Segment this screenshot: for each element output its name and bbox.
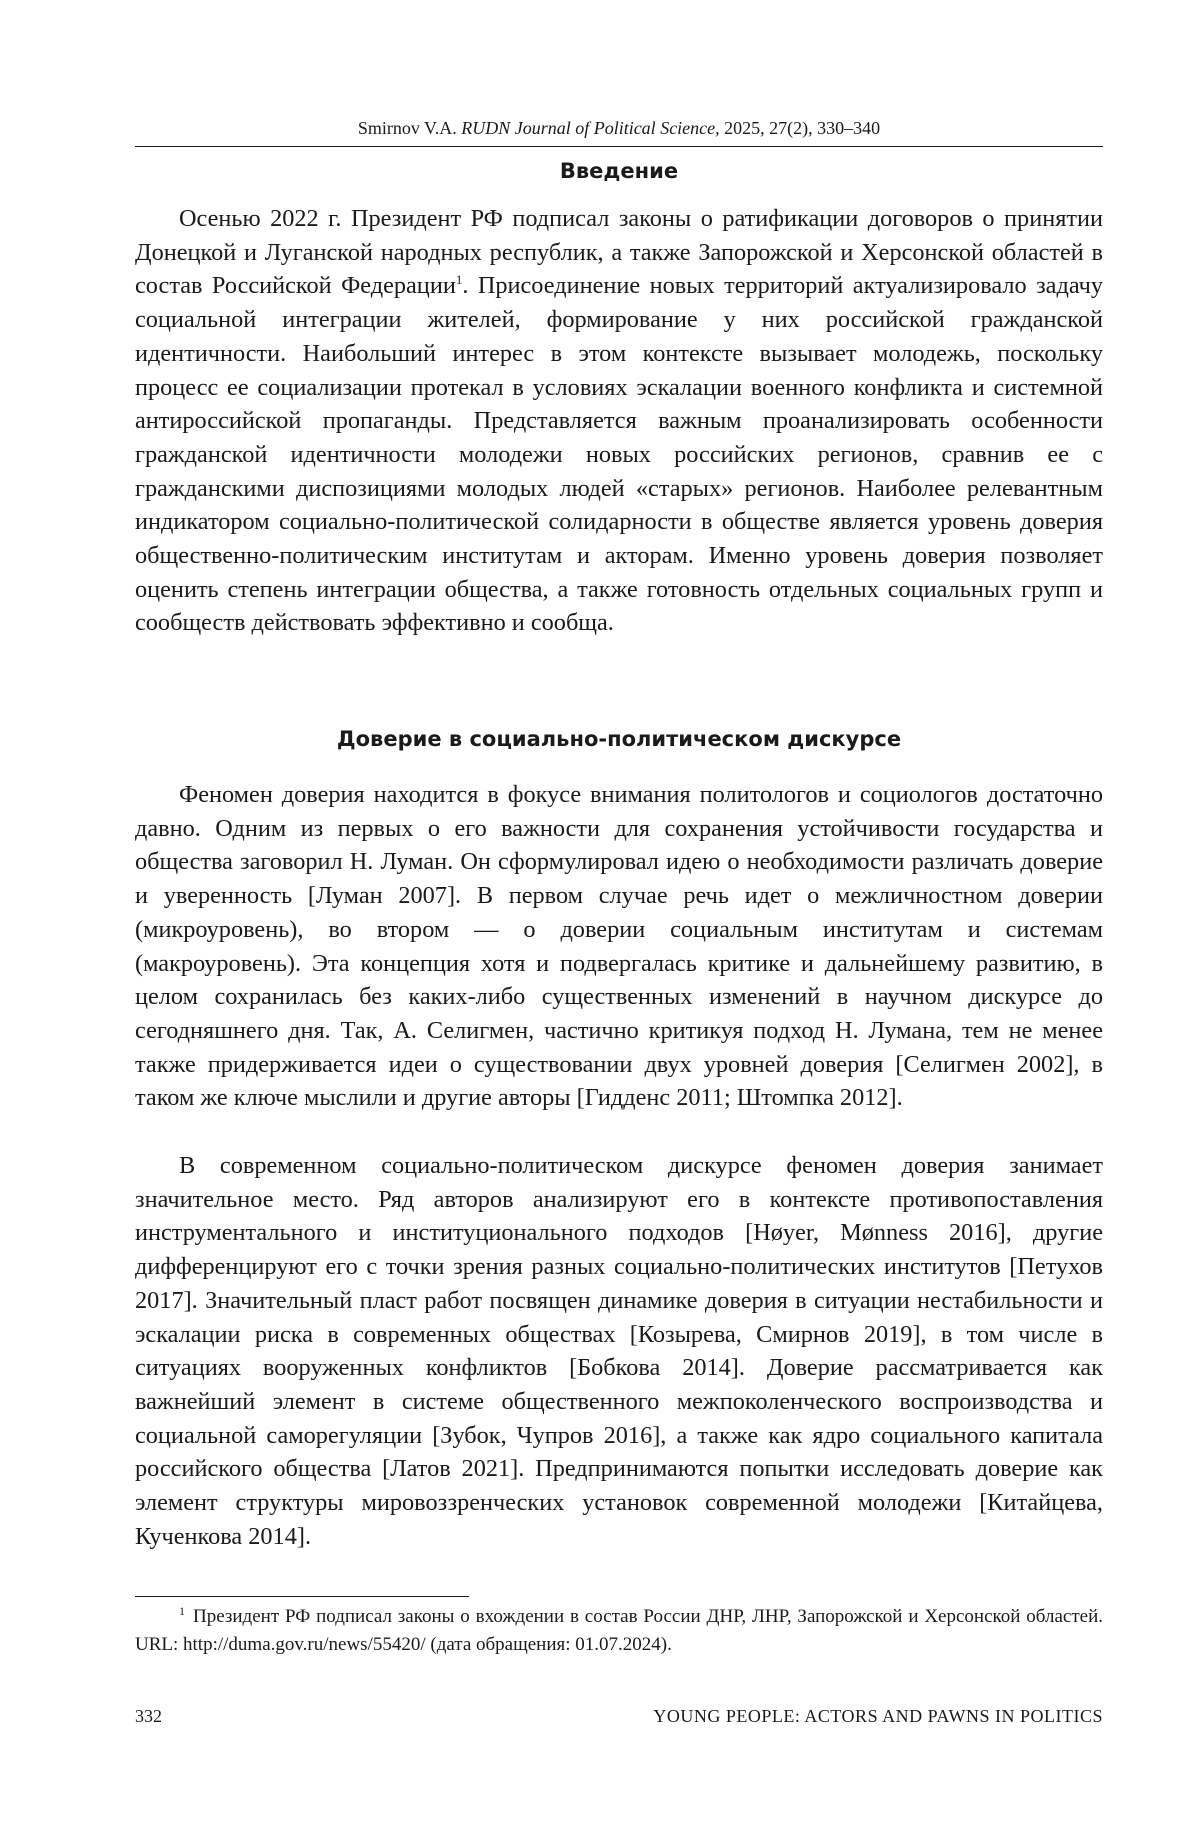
running-foot: YOUNG PEOPLE: ACTORS AND PAWNS IN POLITICS: [653, 1706, 1103, 1726]
header-rule: [135, 146, 1103, 147]
paragraph-text: Осенью 2022 г. Президент РФ подписал законы о ратификации договоров о принятии Донецкой и Луганской народных республик, а также Запорожской и Херсонской областей в состав Российской Федерации: [135, 205, 1103, 300]
header-issue: 2025, 27(2), 330–340: [724, 118, 881, 138]
footnote: [135, 1603, 1103, 1659]
header-journal: RUDN Journal of Political Science,: [461, 118, 720, 138]
paragraph-introduction: [135, 202, 1103, 640]
footnote-text: Президент РФ подписал законы о вхождении в состав России ДНР, ЛНР, Запорожской и Херсонской областей. URL: http://duma.gov.ru/news/55420/ (дата обращения: 01.07.2024).: [135, 1606, 1103, 1655]
paragraph-trust-2: В современном социально-политическом дискурсе феномен доверия занимает значительное место. Ряд авторов анализируют его в контексте противопоставления инструментального и институционального подходов [Høyer, Mønness 2016], другие дифференцируют его с точки зрения разных социально-политических институтов [Петухов 2017]. Значительный пласт работ посвящен динамике доверия в ситуации нестабильности и эскалации риска в современных обществах [Козырева, Смирнов 2019], в том числе в ситуациях вооруженных конфликтов [Бобкова 2014]. Доверие рассматривается как важнейший элемент в системе общественного межпоколенческого воспроизводства и социальной саморегуляции [Зубок, Чупров 2016], а также как ядро социального капитала российского общества [Латов 2021]. Предпринимаются попытки исследовать доверие как элемент структуры мировоззренческих установок современной молодежи [Китайцева, Кученкова 2014].: [135, 1152, 1103, 1550]
footnote-reference[interactable]: 1: [455, 272, 463, 288]
footnote-rule: [135, 1596, 469, 1597]
paragraph-text-continued: . Присоединение новых территорий актуализировало задачу социальной интеграции жителей, формирование у них российской гражданской идентичности. Наибольший интерес в этом контексте вызывает молодежь, поскольку процесс ее социализации протекал в условиях эскалации военного конфликта и системной антироссийской пропаганды. Представляется важным проанализировать особенности гражданской идентичности молодежи новых российских регионов, сравнив ее с гражданскими диспозициями молодых людей «старых» регионов. Наиболее релевантным индикатором социально-политической солидарности в обществе является уровень доверия общественно-политическим институтам и акторам. Именно уровень доверия позволяет оценить степень интеграции общества, а также готовность отдельных социальных групп и сообществ действовать эффективно и сообща.: [135, 272, 1103, 637]
section-heading-trust: Доверие в социально-политическом дискурсе: [336, 727, 902, 751]
paragraph-trust-1: Феномен доверия находится в фокусе внимания политологов и социологов достаточно давно. Одним из первых о его важности для сохранения устойчивости государства и общества заговорил Н. Луман. Он сформулировал идею о необходимости различать доверие и уверенность [Луман 2007]. В первом случае речь идет о межличностном доверии (микроуровень), во втором — о доверии социальным институтам и системам (макроуровень). Эта концепция хотя и подвергалась критике и дальнейшему развитию, в целом сохранилась без каких-либо существенных изменений в научном дискурсе до сегодняшнего дня. Так, А. Селигмен, частично критикуя подход Н. Лумана, тем не менее также придерживается идеи о существовании двух уровней доверия [Селигмен 2002], в таком же ключе мыслили и другие авторы [Гидденс 2011; Штомпка 2012].: [135, 781, 1103, 1112]
header-author: Smirnov V.A.: [357, 118, 457, 138]
running-head: [135, 117, 1103, 139]
page-number: 332: [135, 1706, 162, 1726]
section-heading-introduction: Введение: [559, 159, 679, 183]
footnote-mark: 1: [179, 1603, 185, 1618]
